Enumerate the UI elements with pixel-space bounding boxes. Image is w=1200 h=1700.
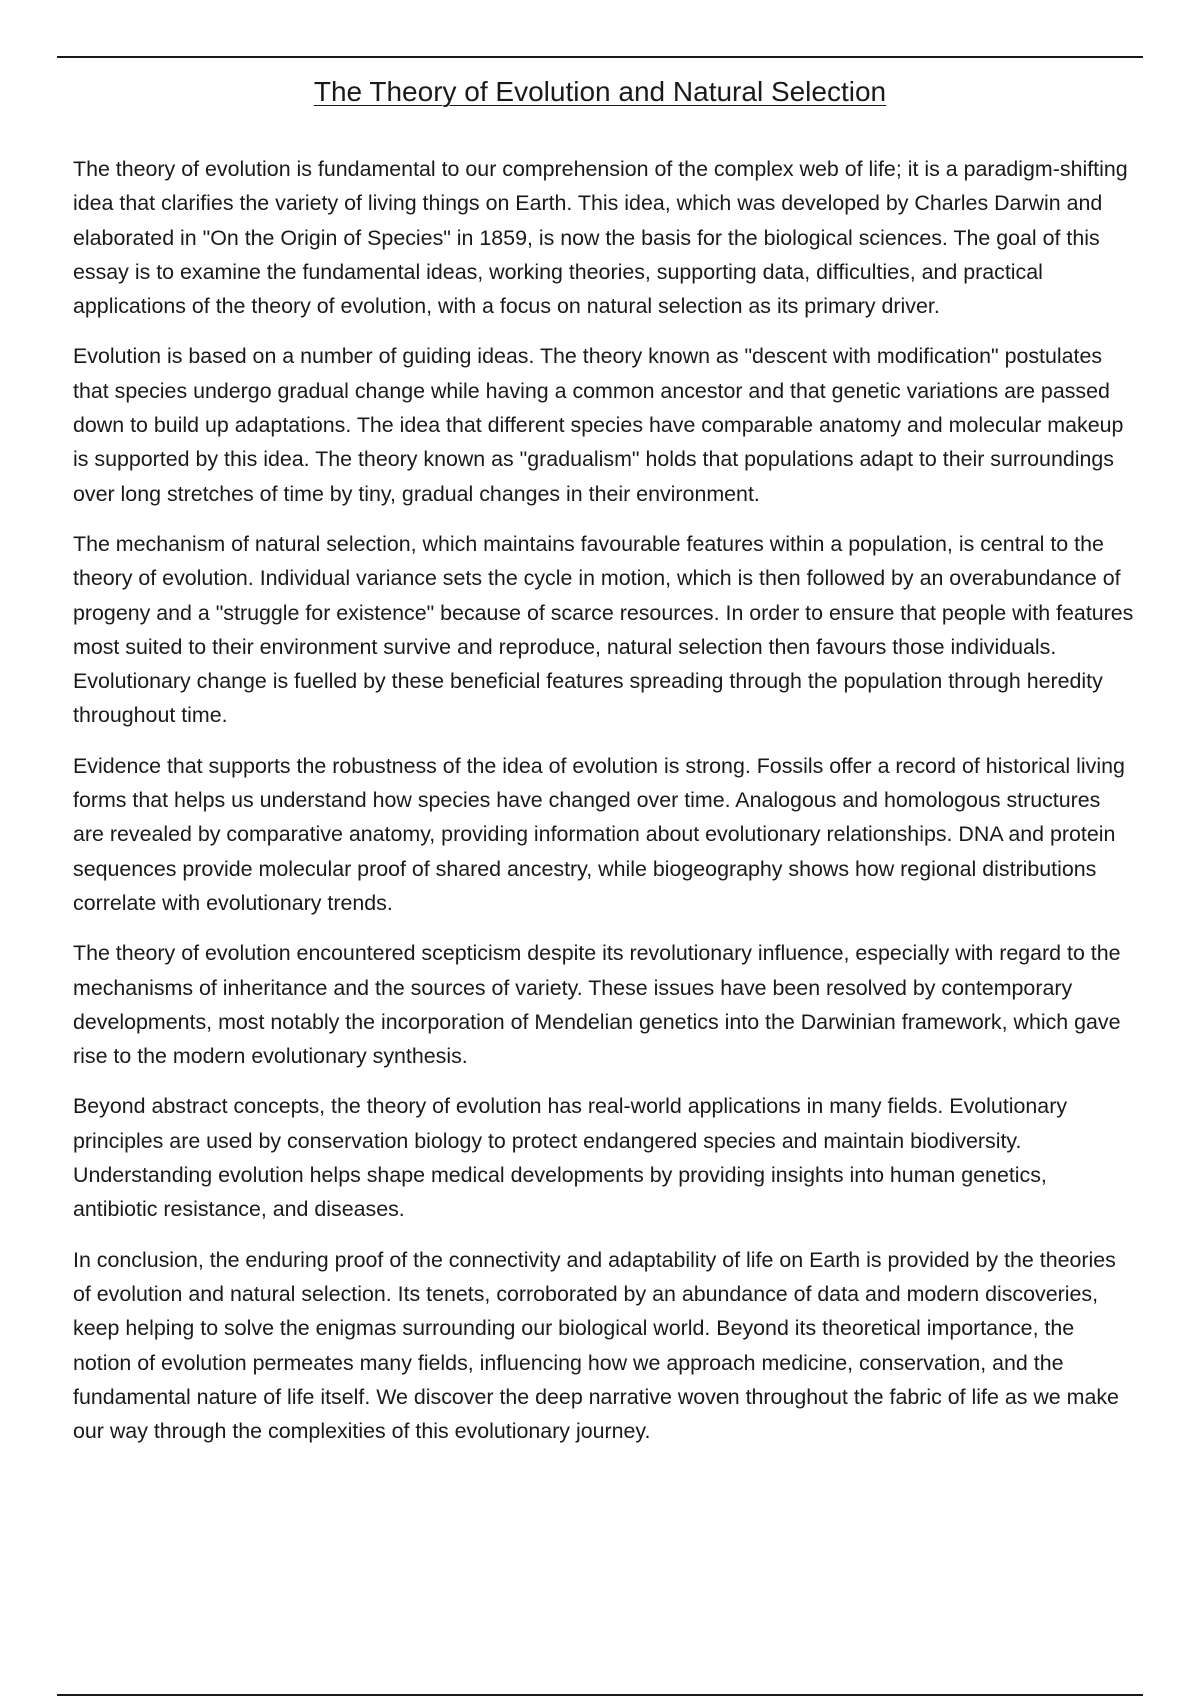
- header-rule: [57, 56, 1143, 58]
- paragraph-applications: Beyond abstract concepts, the theory of evolution has real-world applications in many fields. Evolutionary principles are used by conservation biology to protect endangered species and maintain biodiversity. Understanding evolution helps shape medical developments by providing insights into human genetics, antibiotic resistance, and diseases.: [73, 1094, 1068, 1222]
- paragraph-challenges: The theory of evolution encountered scepticism despite its revolutionary influence, especially with regard to the mechanisms of inheritance and the sources of variety. These issues have been resolved by contemporary developments, most notably the incorporation of Mendelian genetics into the Darwinian framework, which gave rise to the modern evolutionary synthesis.: [73, 941, 1121, 1069]
- footer-rule: [57, 1694, 1143, 1696]
- paragraph-conclusion: In conclusion, the enduring proof of the connectivity and adaptability of life on Earth is provided by the theories of evolution and natural selection. Its tenets, corroborated by an abundance of data and modern discoveries, keep helping to solve the enigmas surrounding our biological world. Beyond its theoretical importance, the notion of evolution permeates many fields, influencing how we approach medicine, conservation, and the fundamental nature of life itself. We discover the deep narrative woven throughout the fabric of life as we make our way through the complexities of this evolutionary journey.: [73, 1247, 1119, 1444]
- paragraph-guiding-ideas: Evolution is based on a number of guiding ideas. The theory known as "descent with modification" postulates that species undergo gradual change while having a common ancestor and that genetic variations are passed down to build up adaptations. The idea that different species have comparable anatomy and molecular makeup is supported by this idea. The theory known as "gradualism" holds that populations adapt to their surroundings over long stretches of time by tiny, gradual changes in their environment.: [73, 344, 1124, 506]
- paragraph-evidence: Evidence that supports the robustness of the idea of evolution is strong. Fossils offer a record of historical living forms that helps us understand how species have changed over time. Analogous and homologous structures are revealed by comparative anatomy, providing information about evolutionary relationships. DNA and protein sequences provide molecular proof of shared ancestry, while biogeography shows how regional distributions correlate with evolutionary trends.: [73, 753, 1125, 915]
- document-title: The Theory of Evolution and Natural Selection: [313, 76, 887, 107]
- paragraph-introduction: The theory of evolution is fundamental to our comprehension of the complex web of life; it is a paradigm-shifting idea that clarifies the variety of living things on Earth. This idea, which was developed by Charles Darwin and elaborated in "On the Origin of Species" in 1859, is now the basis for the biological sciences. The goal of this essay is to examine the fundamental ideas, working theories, supporting data, difficulties, and practical applications of the theory of evolution, with a focus on natural selection as its primary driver.: [73, 157, 1128, 319]
- paragraph-natural-selection: The mechanism of natural selection, which maintains favourable features within a population, is central to the theory of evolution. Individual variance sets the cycle in motion, which is then followed by an overabundance of progeny and a "struggle for existence" because of scarce resources. In order to ensure that people with features most suited to their environment survive and reproduce, natural selection then favours those individuals. Evolutionary change is fuelled by these beneficial features spreading through the population through heredity throughout time.: [73, 531, 1134, 728]
- document-body: [73, 152, 1135, 1464]
